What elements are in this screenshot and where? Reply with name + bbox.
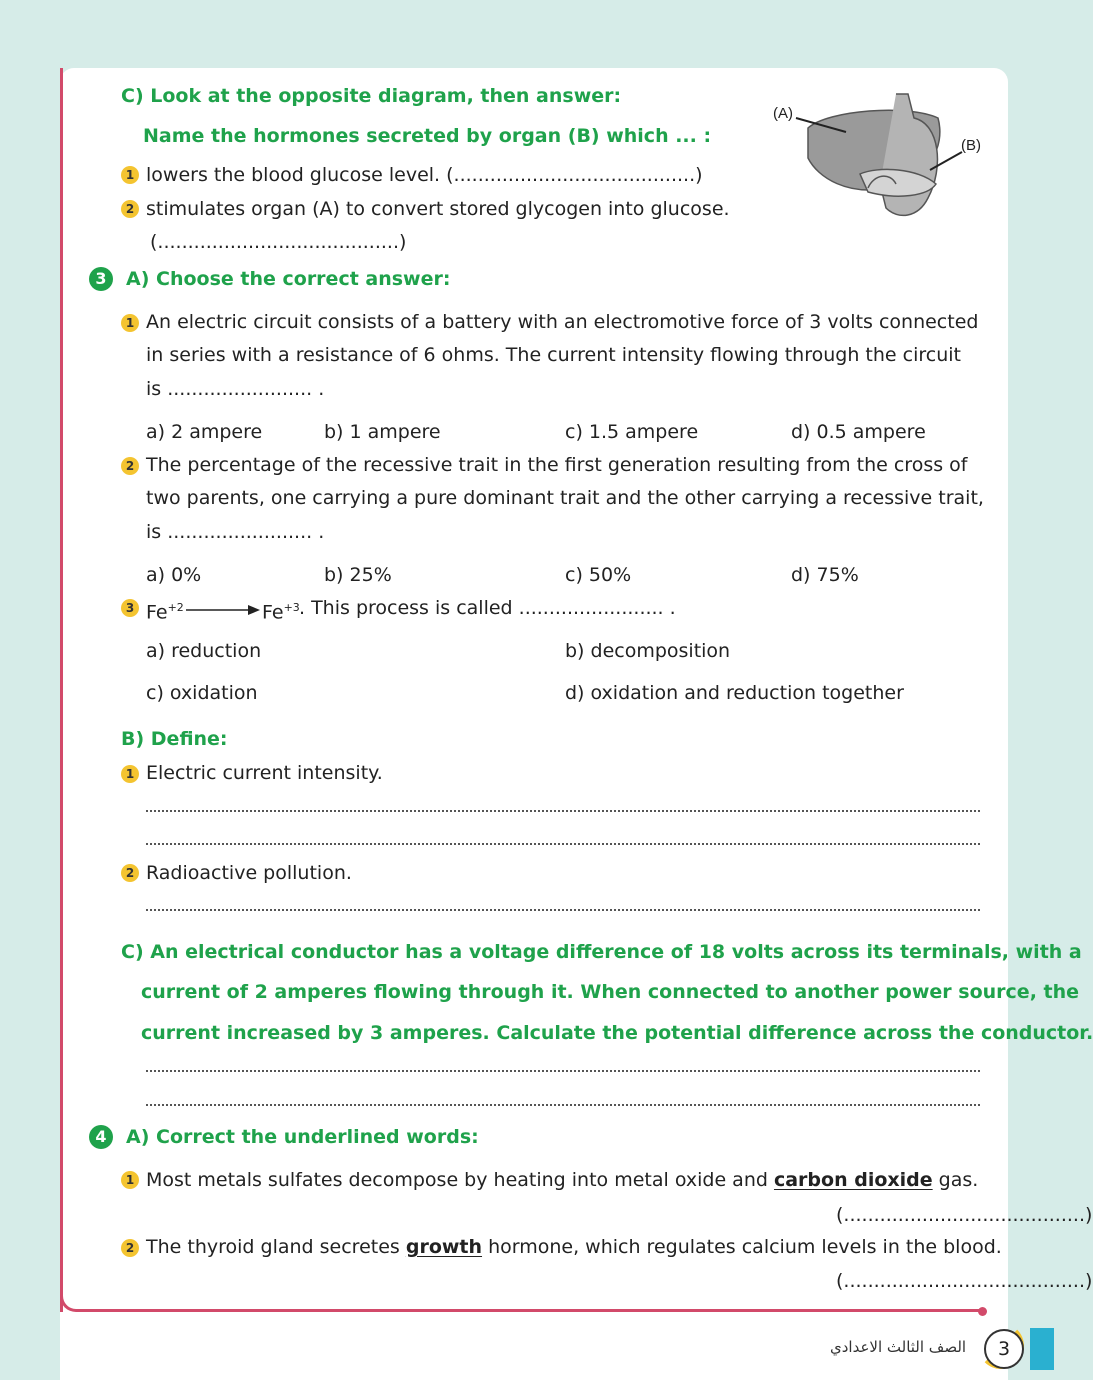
organ-label-a: (A) — [773, 105, 793, 122]
section-c-heading: C) Look at the opposite diagram, then answer: — [121, 85, 622, 107]
answer-line[interactable] — [146, 843, 980, 845]
option-b[interactable]: b) 1 ampere — [324, 421, 441, 443]
calc-question-line: current of 2 amperes flowing through it. When connected to another power source, the — [141, 981, 1080, 1003]
option-b[interactable]: b) 25% — [324, 564, 392, 586]
reaction-arrow-icon — [186, 604, 260, 616]
organ-label-b: (B) — [961, 137, 981, 154]
answer-line[interactable] — [146, 1104, 980, 1106]
option-d[interactable]: d) 0.5 ampere — [791, 421, 926, 443]
page-number: 3 — [984, 1329, 1024, 1369]
answer-line[interactable] — [146, 909, 980, 911]
answer-line[interactable] — [146, 810, 980, 812]
option-c[interactable]: c) 1.5 ampere — [565, 421, 699, 443]
fe-reactant: $Fe^{+2}$ — [146, 601, 184, 624]
question-line: two parents, one carrying a pure dominant trait and the other carrying a recessive trait, — [146, 487, 984, 509]
answer-line[interactable] — [146, 1070, 980, 1072]
calc-question-line: current increased by 3 amperes. Calculate the potential difference across the conductor. — [141, 1022, 1093, 1044]
option-a[interactable]: a) 0% — [146, 564, 202, 586]
option-b[interactable]: b) decomposition — [565, 640, 731, 662]
liver-pancreas-diagram — [768, 88, 988, 228]
item-number-badge: 2 — [121, 1239, 139, 1257]
question-line: The percentage of the recessive trait in the first generation resulting from the cross of — [146, 454, 968, 476]
option-d[interactable]: d) 75% — [791, 564, 859, 586]
item-number-badge: 1 — [121, 765, 139, 783]
option-a[interactable]: a) reduction — [146, 640, 262, 662]
item-number-badge: 2 — [121, 200, 139, 218]
item-number-badge: 3 — [121, 599, 139, 617]
option-a[interactable]: a) 2 ampere — [146, 421, 263, 443]
item-number-badge: 1 — [121, 166, 139, 184]
item-number-badge: 1 — [121, 1171, 139, 1189]
answer-blank: (........................................) — [150, 231, 407, 253]
hormone-item-1: lowers the blood glucose level. (........................................) — [146, 164, 703, 186]
underlined-words: growth — [405, 1236, 483, 1258]
question-3-heading: A) Choose the correct answer: — [126, 268, 451, 290]
correct-item-1: Most metals sulfates decompose by heating into metal oxide and carbon dioxide gas. — [146, 1169, 979, 1191]
hormone-item-2: stimulates organ (A) to convert stored glycogen into glucose. — [146, 198, 730, 220]
underlined-words: carbon dioxide — [773, 1169, 933, 1191]
calc-question-line: C) An electrical conductor has a voltage difference of 18 volts across its terminals, with a — [121, 941, 1082, 963]
correct-item-2: The thyroid gland secretes growth hormone, which regulates calcium levels in the blood. — [146, 1236, 1002, 1258]
grade-label: الصف الثالث الاعدادي — [830, 1338, 967, 1356]
hormone-prompt: Name the hormones secreted by organ (B) which ... : — [143, 125, 712, 147]
bottom-border-line — [60, 1296, 986, 1312]
question-line: in series with a resistance of 6 ohms. The current intensity flowing through the circuit — [146, 344, 961, 366]
define-heading: B) Define: — [121, 728, 228, 750]
define-item-2: Radioactive pollution. — [146, 862, 352, 884]
option-c[interactable]: c) 50% — [565, 564, 632, 586]
question-line: . This process is called ........................ . — [299, 597, 676, 619]
question-number-badge: 3 — [89, 267, 113, 291]
item-number-badge: 2 — [121, 864, 139, 882]
question-line: An electric circuit consists of a battery with an electromotive force of 3 volts connected — [146, 311, 979, 333]
fe-product: $Fe^{+3}$ — [262, 601, 300, 624]
question-4-heading: A) Correct the underlined words: — [126, 1126, 479, 1148]
answer-blank[interactable]: (........................................) — [836, 1204, 1093, 1226]
question-line: is ........................ . — [146, 521, 325, 543]
option-d[interactable]: d) oxidation and reduction together — [565, 682, 904, 704]
item-number-badge: 2 — [121, 457, 139, 475]
question-line: is ........................ . — [146, 378, 325, 400]
define-item-1: Electric current intensity. — [146, 762, 383, 784]
page-tab — [1030, 1328, 1054, 1370]
option-c[interactable]: c) oxidation — [146, 682, 258, 704]
border-end-dot — [978, 1307, 987, 1316]
question-number-badge: 4 — [89, 1125, 113, 1149]
item-number-badge: 1 — [121, 314, 139, 332]
margin-line — [60, 68, 63, 1312]
answer-blank[interactable]: (........................................) — [836, 1270, 1093, 1292]
